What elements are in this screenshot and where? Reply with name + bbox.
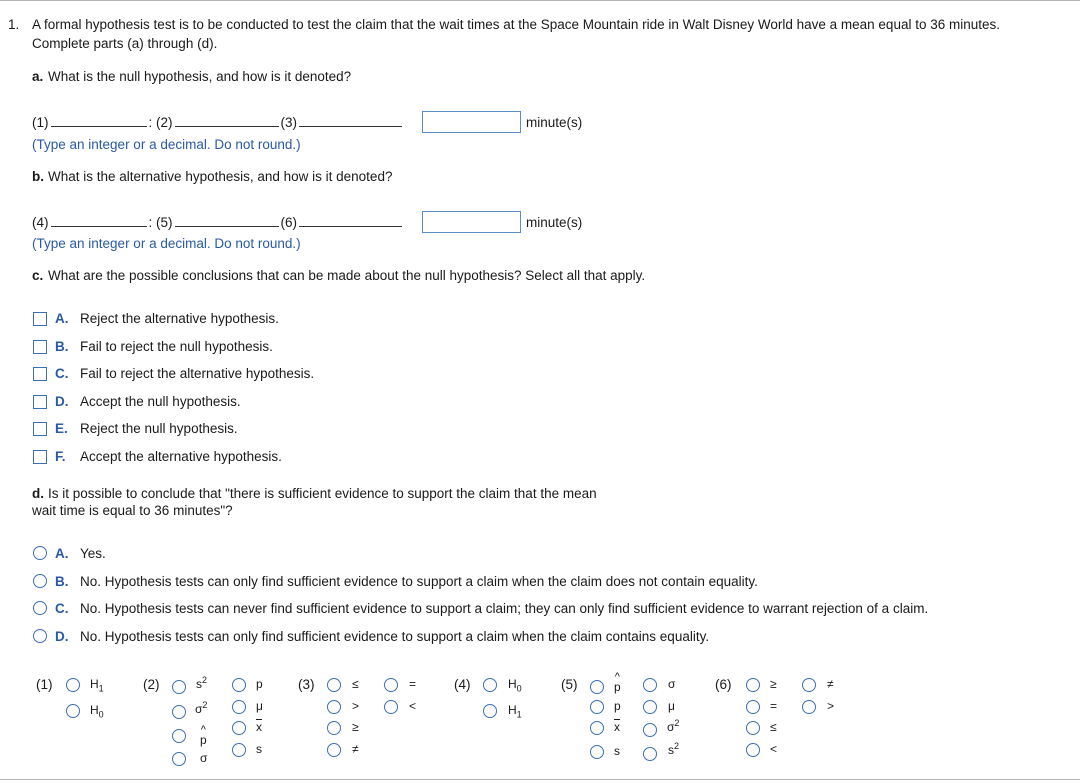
choice-6-gt: > [827,699,835,713]
symbol-subscript: 0 [516,683,522,694]
part-d-letter: d. [32,486,44,501]
choice-6-le-radio[interactable] [746,721,760,735]
question-number: 1. [8,17,20,32]
choice-group-4-label: (4) [454,677,471,692]
option-letter: D. [55,394,69,409]
choice-5-s2-radio[interactable] [643,747,657,761]
choice-1-h1 [90,677,104,694]
option-text: Fail to reject the alternative hypothesis. [80,366,315,381]
slot-3-label: (3) [280,115,298,130]
symbol-letter: s [668,743,674,757]
symbol-letter: H [508,677,517,691]
choice-2-sigma2 [195,702,207,716]
choice-3-lt: < [409,699,417,713]
choice-3-ne: ≠ [352,742,359,756]
symbol-letter: p [200,733,207,747]
choice-5-xbar: $\overline{x}$ [614,720,620,734]
choice-2-mu-radio[interactable] [232,700,246,714]
option-text: No. Hypothesis tests can only find sufficient evidence to support a claim when the claim does not contain equality. [80,574,758,589]
symbol-superscript: 2 [674,718,680,728]
part-a-unit: minute(s) [526,115,583,130]
part-a-question: What is the null hypothesis, and how is it denoted? [48,69,352,84]
option-text: Reject the alternative hypothesis. [80,311,279,326]
part-d-question-line1: Is it possible to conclude that "there is sufficient evidence to support the claim that the mean [48,486,597,501]
slot-4-label: (4) [32,215,49,230]
bottom-border [0,779,1080,780]
choice-3-ge-radio[interactable] [327,721,341,735]
choice-group-5-label: (5) [561,677,578,692]
choice-2-s: s [256,742,262,756]
choice-2-xbar-radio[interactable] [232,721,246,735]
hat-mark: ^ [200,724,206,736]
option-text: Accept the alternative hypothesis. [80,449,282,464]
choice-6-ge: ≥ [770,677,777,691]
symbol-letter: p [614,680,621,694]
option-letter: B. [55,574,69,589]
choice-group-2-label: (2) [143,677,160,692]
choice-5-p-radio[interactable] [590,700,604,714]
choice-3-eq-radio[interactable] [384,678,398,692]
symbol-letter: σ [667,720,675,734]
option-letter: B. [55,339,69,354]
option-letter: D. [55,629,69,644]
choice-5-sigma2-radio[interactable] [643,723,657,737]
choice-4-h0 [508,677,522,694]
choice-2-mu: μ [256,699,263,713]
symbol-subscript: 0 [98,709,104,720]
option-letter: A. [55,546,69,561]
choice-1-h0 [90,703,104,720]
choice-2-s2-radio[interactable] [172,680,186,694]
choice-6-ne-radio[interactable] [802,678,816,692]
choice-1-h0-radio[interactable] [66,704,80,718]
part-b-answer-row [32,215,404,230]
slot-2-label: : (2) [148,115,173,130]
choice-4-h0-radio[interactable] [483,678,497,692]
choice-5-mu-radio[interactable] [643,700,657,714]
choice-2-sigma: σ [200,751,208,765]
hat-mark: ^ [614,671,620,683]
choice-5-phat [614,672,621,692]
symbol-letter: H [90,703,99,717]
top-border [0,0,1080,3]
symbol-letter: H [90,677,99,691]
part-b-letter: b. [32,169,44,184]
checkbox[interactable] [33,450,47,464]
choice-6-ne: ≠ [827,677,834,691]
choice-6-gt-radio[interactable] [802,700,816,714]
part-a-answer-row [32,115,404,130]
choice-6-lt: < [770,742,778,756]
choice-2-s-radio[interactable] [232,743,246,757]
option-letter: E. [55,421,68,436]
slot-6-blank[interactable] [299,218,402,227]
choice-6-ge-radio[interactable] [746,678,760,692]
part-d-question-line2: wait time is equal to 36 minutes"? [32,503,233,518]
choice-4-h1 [508,703,522,720]
symbol-superscript: 2 [674,741,680,751]
symbol-subscript: 1 [98,683,104,694]
choice-2-phat [200,725,207,745]
choice-group-3-label: (3) [298,677,315,692]
choice-5-mu: μ [668,699,675,713]
symbol-subscript: 1 [516,709,522,720]
choice-6-eq: = [770,699,778,713]
choice-5-phat-radio[interactable] [590,680,604,694]
choice-3-gt-radio[interactable] [327,700,341,714]
symbol-letter: H [508,703,517,717]
part-b-question: What is the alternative hypothesis, and how is it denoted? [48,169,393,184]
part-c-letter: c. [32,268,44,283]
symbol-superscript: 2 [202,700,208,710]
choice-5-s: s [614,744,620,758]
part-a-value-input[interactable] [422,111,521,133]
slot-1-blank[interactable] [51,118,147,127]
part-b-hint: (Type an integer or a decimal. Do not round.) [32,236,301,251]
part-b-value-input[interactable] [422,211,521,233]
intro-instructions: Complete parts (a) through (d). [32,36,218,51]
option-letter: C. [55,366,69,381]
option-letter: C. [55,601,69,616]
option-text: Accept the null hypothesis. [80,394,241,409]
radio-button[interactable] [33,629,47,643]
option-text: No. Hypothesis tests can only find sufficient evidence to support a claim when the claim contains equality. [80,629,710,644]
choice-5-s2 [668,743,679,757]
slot-2-blank[interactable] [175,118,279,127]
symbol-letter: σ [195,702,203,716]
checkbox[interactable] [33,312,47,326]
slot-5-blank[interactable] [175,218,279,227]
choice-2-sigma-radio[interactable] [172,752,186,766]
slot-1-label: (1) [32,115,49,130]
symbol-letter: s [196,677,202,691]
part-a-hint: (Type an integer or a decimal. Do not round.) [32,137,301,152]
radio-button[interactable] [33,546,47,560]
choice-5-sigma2 [667,720,679,734]
choice-3-ne-radio[interactable] [327,743,341,757]
choice-5-p: p [614,699,621,713]
choice-group-6-label: (6) [715,677,732,692]
choice-6-le: ≤ [770,720,777,734]
choice-5-s-radio[interactable] [590,745,604,759]
slot-3-blank[interactable] [299,118,402,127]
option-text: Reject the null hypothesis. [80,421,238,436]
symbol-superscript: 2 [202,675,208,685]
radio-button[interactable] [33,601,47,615]
choice-3-gt: > [352,699,360,713]
part-b-unit: minute(s) [526,215,583,230]
slot-5-label: : (5) [148,215,173,230]
radio-button[interactable] [33,574,47,588]
choice-3-le: ≤ [352,677,359,691]
choice-2-p-radio[interactable] [232,678,246,692]
option-letter: A. [55,311,69,326]
option-letter: F. [55,449,66,464]
checkbox[interactable] [33,367,47,381]
choice-4-h1-radio[interactable] [483,704,497,718]
choice-3-le-radio[interactable] [327,678,341,692]
choice-3-lt-radio[interactable] [384,700,398,714]
choice-3-eq: = [409,677,417,691]
option-text: Fail to reject the null hypothesis. [80,339,273,354]
part-c-question: What are the possible conclusions that can be made about the null hypothesis? Select all that apply. [48,268,646,283]
slot-6-label: (6) [280,215,298,230]
choice-2-sigma2-radio[interactable] [172,705,186,719]
slot-4-blank[interactable] [51,218,147,227]
choice-2-p: p [256,677,263,691]
choice-6-eq-radio[interactable] [746,700,760,714]
choice-1-h1-radio[interactable] [66,678,80,692]
choice-2-xbar: $\overline{x}$ [256,720,262,734]
checkbox[interactable] [33,422,47,436]
part-a-letter: a. [32,69,44,84]
choice-5-sigma-radio[interactable] [643,678,657,692]
checkbox[interactable] [33,340,47,354]
option-text: Yes. [80,546,106,561]
choice-group-1-label: (1) [36,677,53,692]
choice-5-xbar-radio[interactable] [590,721,604,735]
choice-6-lt-radio[interactable] [746,743,760,757]
choice-5-sigma: σ [668,677,676,691]
choice-2-phat-radio[interactable] [172,729,186,743]
choice-2-s2 [196,677,207,691]
option-text: No. Hypothesis tests can never find sufficient evidence to support a claim; they can only find sufficient evidence to warrant rejection of a claim. [80,601,929,616]
checkbox[interactable] [33,395,47,409]
intro-text: A formal hypothesis test is to be conducted to test the claim that the wait times at the Space Mountain ride in Walt Disney World have a mean equal to 36 minutes. [32,17,1001,32]
choice-3-ge: ≥ [352,720,359,734]
